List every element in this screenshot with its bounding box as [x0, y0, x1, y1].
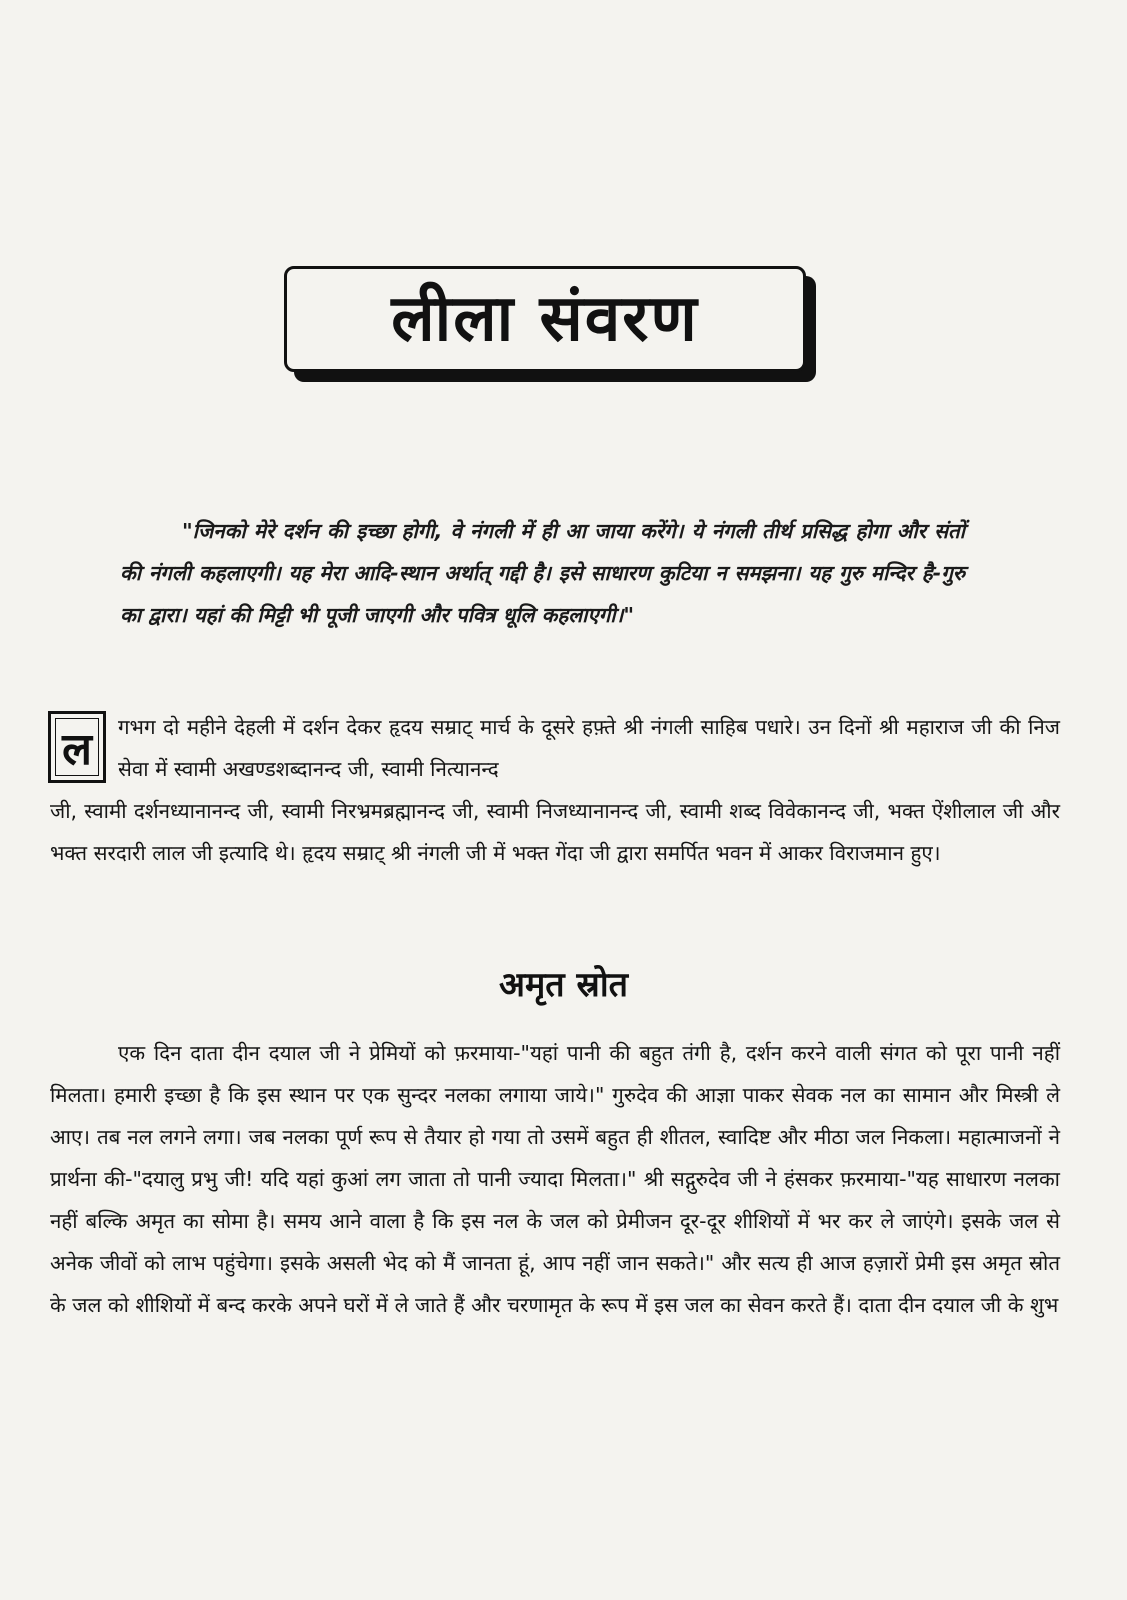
title-banner: [284, 266, 820, 388]
section-heading: अमृत स्रोत: [498, 965, 629, 1005]
paragraph-intro-rest: जी, स्वामी दर्शनध्यानानन्द जी, स्वामी निरभ्रमब्रह्मानन्द जी, स्वामी निजध्यानानन्द जी, स्वामी शब्द विवेकानन्द जी, भक्त ऐंशीलाल जी और भक्त सरदारी लाल जी इत्यादि थे। हृदय सम्राट् श्री नंगली जी में भक्त गेंदा जी द्वारा समर्पित भवन में आकर विराजमान हुए।: [50, 799, 1060, 865]
paragraph-amrit-srot: एक दिन दाता दीन दयाल जी ने प्रेमियों को फ़रमाया-"यहां पानी की बहुत तंगी है, दर्शन करने वाली संगत को पूरा पानी नहीं मिलता। हमारी इच्छा है कि इस स्थान पर एक सुन्दर नलका लगाया जाये।" गुरुदेव की आज्ञा पाकर सेवक नल का सामान और मिस्त्री ले आए। तब नल लगने लगा। जब नलका पूर्ण रूप से तैयार हो गया तो उसमें बहुत ही शीतल, स्वादिष्ट और मीठा जल निकला। महात्माजनों ने प्रार्थना की-"दयालु प्रभु जी! यदि यहां कुआं लग जाता तो पानी ज्यादा मिलता।" श्री सद्गुरुदेव जी ने हंसकर फ़रमाया-"यह साधारण नलका नहीं बल्कि अमृत का सोमा है। समय आने वाला है कि इस नल के जल को प्रेमीजन दूर-दूर शीशियों में भर कर ले जाएंगे। इसके जल से अनेक जीवों को लाभ पहुंचेगा। इसके असली भेद को मैं जानता हूं, आप नहीं जान सकते।" और सत्य ही आज हज़ारों प्रेमी इस अमृत स्रोत के जल को शीशियों में बन्द करके अपने घरों में ले जाते हैं और चरणामृत के रूप में इस जल का सेवन करते हैं। दाता दीन दयाल जी के शुभ: [50, 1041, 1060, 1317]
paragraph-intro-lead: गभग दो महीने देहली में दर्शन देकर हृदय सम्राट् मार्च के दूसरे हफ़्ते श्री नंगली साहिब पधारे। उन दिनों श्री महाराज जी की निज सेवा में स्वामी अखण्डशब्दानन्द जी, स्वामी नित्यानन्द: [118, 715, 1060, 781]
opening-quote: "जिनको मेरे दर्शन की इच्छा होगी, वे नंगली में ही आ जाया करेंगे। ये नंगली तीर्थ प्रसिद्ध होगा और संतों की नंगली कहलाएगी। यह मेरा आदि-स्थान अर्थात् गद्दी है। इसे साधारण कुटिया न समझना। यह गुरु मन्दिर है-गुरु का द्वारा। यहां की मिट्टी भी पूजी जाएगी और पवित्र धूलि कहलाएगी।": [120, 519, 965, 627]
paragraph-intro: [50, 706, 1060, 874]
drop-cap-letter: ल: [48, 711, 106, 783]
title-banner-box: [284, 266, 806, 372]
chapter-title: लीला संवरण: [391, 282, 699, 356]
